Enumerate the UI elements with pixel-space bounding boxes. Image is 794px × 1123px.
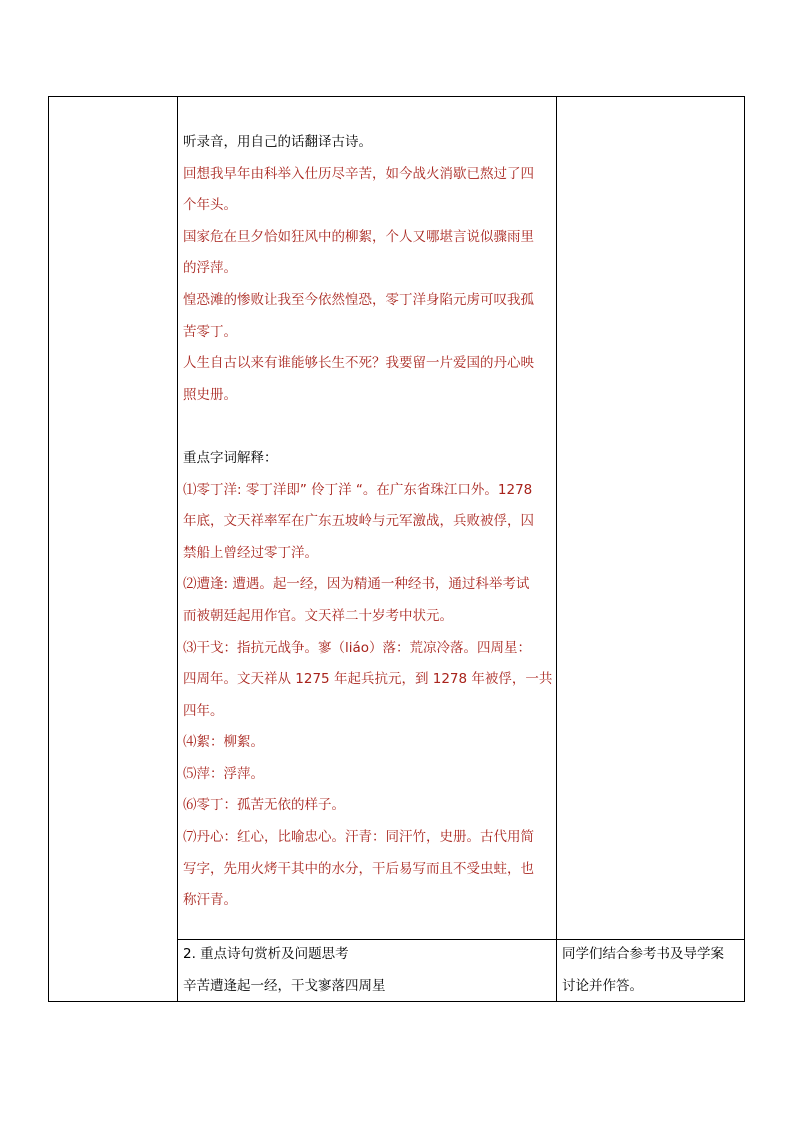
note-line: ⑹零丁：孤苦无依的样子。 (183, 797, 345, 814)
note-line: 四周年。文天祥从 1275 年起兵抗元，到 1278 年被俘，一共 (183, 671, 553, 688)
notes-title: 重点字词解释： (183, 449, 278, 466)
note-line: 年底，文天祥率军在广东五坡岭与元军激战，兵败被俘，囚 (183, 513, 534, 530)
note-line: ⑴零丁洋: 零丁洋即” 伶丁洋 “。在广东省珠江口外。1278 (183, 481, 533, 498)
note-line: ⑷絮：柳絮。 (183, 734, 264, 751)
side-instruction-cell (562, 939, 724, 1002)
side-line: 同学们结合参考书及导学案 (562, 946, 724, 962)
section2-heading: 2. 重点诗句赏析及问题思考 (183, 946, 349, 962)
note-line: ⑺丹心：红心，比喻忠心。汗青：同汗竹，史册。古代用简 (183, 829, 534, 846)
column-divider-right (556, 97, 557, 1001)
translation-line: 个年头。 (183, 197, 237, 214)
translation-line: 人生自古以来有谁能够长生不死？我要留一片爱国的丹心映 (183, 355, 534, 372)
note-line: ⑸萍：浮萍。 (183, 765, 264, 782)
note-line: ⑵遭逢: 遭遇。起一经，因为精通一种经书，通过科举考试 (183, 576, 530, 593)
translation-line: 国家危在旦夕恰如狂风中的柳絮，个人又哪堪言说似骤雨里 (183, 228, 534, 245)
note-line: 而被朝廷起用作官。文天祥二十岁考中状元。 (183, 607, 453, 624)
translation-block (183, 159, 552, 412)
main-content-cell (183, 127, 552, 917)
note-line: ⑶干戈：指抗元战争。寥（liáo）落：荒凉冷落。四周星： (183, 639, 532, 656)
section2-cell (183, 939, 386, 1002)
translation-line: 惶恐滩的惨败让我至今依然惶恐，零丁洋身陷元虏可叹我孤 (183, 291, 534, 308)
section2-line: 辛苦遭逢起一经，干戈寥落四周星 (183, 977, 386, 994)
note-line: 禁船上曾经过零丁洋。 (183, 544, 318, 561)
translation-line: 苦零丁。 (183, 323, 237, 340)
lesson-table (48, 96, 745, 1002)
column-divider-left (177, 97, 178, 1001)
translation-line: 的浮萍。 (183, 260, 237, 277)
notes-block (183, 475, 552, 917)
translation-line: 回想我早年由科举入仕历尽辛苦，如今战火消歇已熬过了四 (183, 165, 534, 182)
note-line: 称汗青。 (183, 892, 237, 909)
side-line: 讨论并作答。 (562, 977, 643, 994)
instruction-text: 听录音，用自己的话翻译古诗。 (183, 134, 372, 150)
note-line: 四年。 (183, 702, 224, 719)
translation-line: 照史册。 (183, 386, 237, 403)
note-line: 写字，先用火烤干其中的水分，干后易写而且不受虫蛀，也 (183, 860, 534, 877)
spacer (183, 411, 552, 443)
